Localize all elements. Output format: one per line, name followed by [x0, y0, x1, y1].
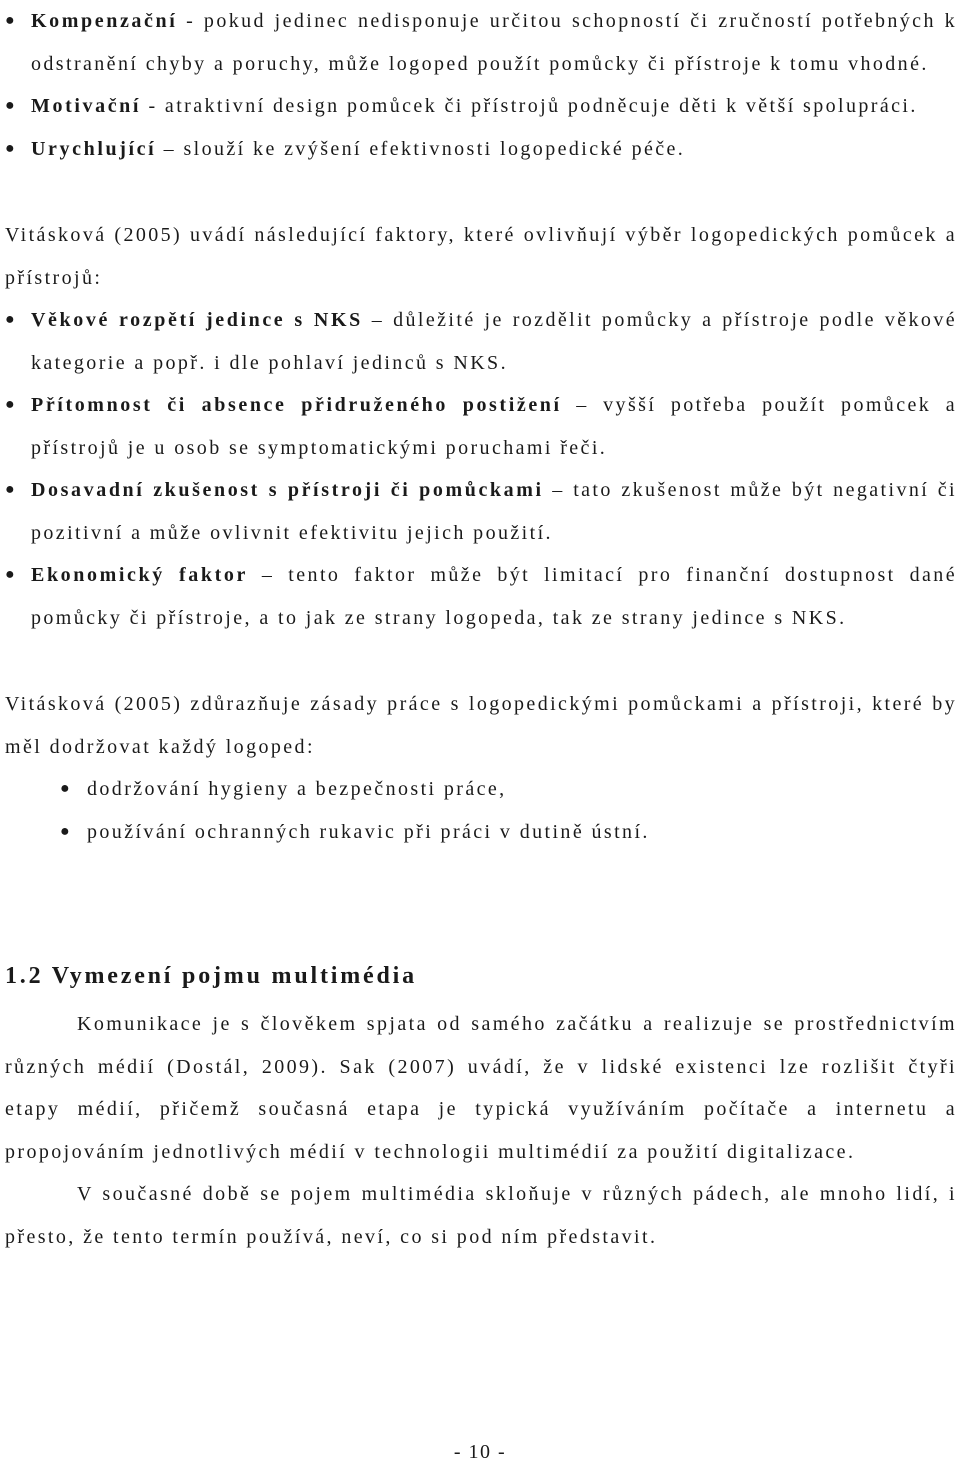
list-selection-factors [5, 299, 957, 639]
list-item [5, 299, 957, 384]
list-item-term: Kompenzační [31, 10, 178, 32]
list-item-text: – tento faktor může být limitací pro finanční dostupnost dané pomůcky či přístroje, a to jak ze strany logopeda, tak ze strany jedince s NKS. [31, 564, 957, 629]
list-item-term: Motivační [31, 95, 142, 117]
list-item [5, 554, 957, 639]
list-item [5, 384, 957, 469]
bullet-icon: ● [5, 481, 18, 498]
list-item [5, 0, 957, 85]
list-item-text: - pokud jedinec nedisponuje určitou schopností či zručností potřebných k odstranění chyby a poruchy, může logoped použít pomůcky či přístroje k tomu vhodné. [31, 10, 957, 75]
list-item [5, 85, 957, 128]
list-item-term: Ekonomický faktor [31, 564, 248, 586]
page-number: - 10 - [453, 1441, 507, 1463]
list-aid-functions [5, 0, 957, 170]
list-item-term: Přítomnost či absence přidruženého postižení [31, 394, 562, 416]
list-item-text: – slouží ke zvýšení efektivnosti logopedické péče. [156, 137, 686, 160]
list-item-term: Urychlující [31, 137, 157, 160]
bullet-icon: ● [5, 566, 18, 583]
bullet-icon: ● [60, 822, 73, 840]
list-item-text: - atraktivní design pomůcek či přístrojů podněcuje děti k větší spolupráci. [141, 95, 918, 117]
list-item [60, 811, 957, 854]
bullet-icon: ● [5, 139, 18, 157]
body-paragraph: V současné době se pojem multimédia skloňuje v různých pádech, ale mnoho lidí, i přesto, že tento termín používá, neví, co si pod ním představit. [5, 1183, 957, 1248]
list-item-text: – vyšší potřeba použít pomůcek a přístrojů je u osob se symptomatickými poruchami řeči. [31, 394, 957, 459]
list-item-text: – tato zkušenost může být negativní či pozitivní a může ovlivnit efektivitu jejich použití. [31, 479, 957, 544]
list-item-term: Dosavadní zkušenost s přístroji či pomůckami [31, 479, 544, 501]
list-item-text: dodržování hygieny a bezpečnosti práce, [87, 778, 507, 800]
section-heading: 1.2 Vymezení pojmu multimédia [5, 963, 417, 989]
bullet-icon: ● [5, 97, 18, 114]
bullet-icon: ● [60, 780, 73, 797]
list-item-text: – důležité je rozdělit pomůcky a přístroje podle věkové kategorie a popř. i dle pohlaví jedinců s NKS. [31, 309, 957, 374]
paragraph-principles-intro: Vitásková (2005) zdůrazňuje zásady práce s logopedickými pomůckami a přístroji, které by měl dodržovat každý logoped: [5, 693, 957, 758]
body-paragraph: Komunikace je s člověkem spjata od samého začátku a realizuje se prostřednictvím různých médií (Dostál, 2009). Sak (2007) uvádí, že v lidské existenci lze rozlišit čtyři etapy médií, přičemž současná etapa je typická využíváním počítače a internetu a propojováním jednotlivých médií v technologii multimédií za použití digitalizace. [5, 1013, 957, 1163]
bullet-icon: ● [5, 311, 18, 328]
list-item [5, 128, 957, 171]
list-item [60, 768, 957, 811]
paragraph-factors-intro: Vitásková (2005) uvádí následující faktory, které ovlivňují výběr logopedických pomůcek a přístrojů: [5, 224, 957, 289]
bullet-icon: ● [5, 396, 18, 413]
bullet-icon: ● [5, 12, 18, 29]
list-work-principles [5, 768, 957, 853]
list-item-text: používání ochranných rukavic při práci v dutině ústní. [87, 820, 650, 843]
list-item-term: Věkové rozpětí jedince s NKS [31, 309, 363, 331]
list-item [5, 469, 957, 554]
